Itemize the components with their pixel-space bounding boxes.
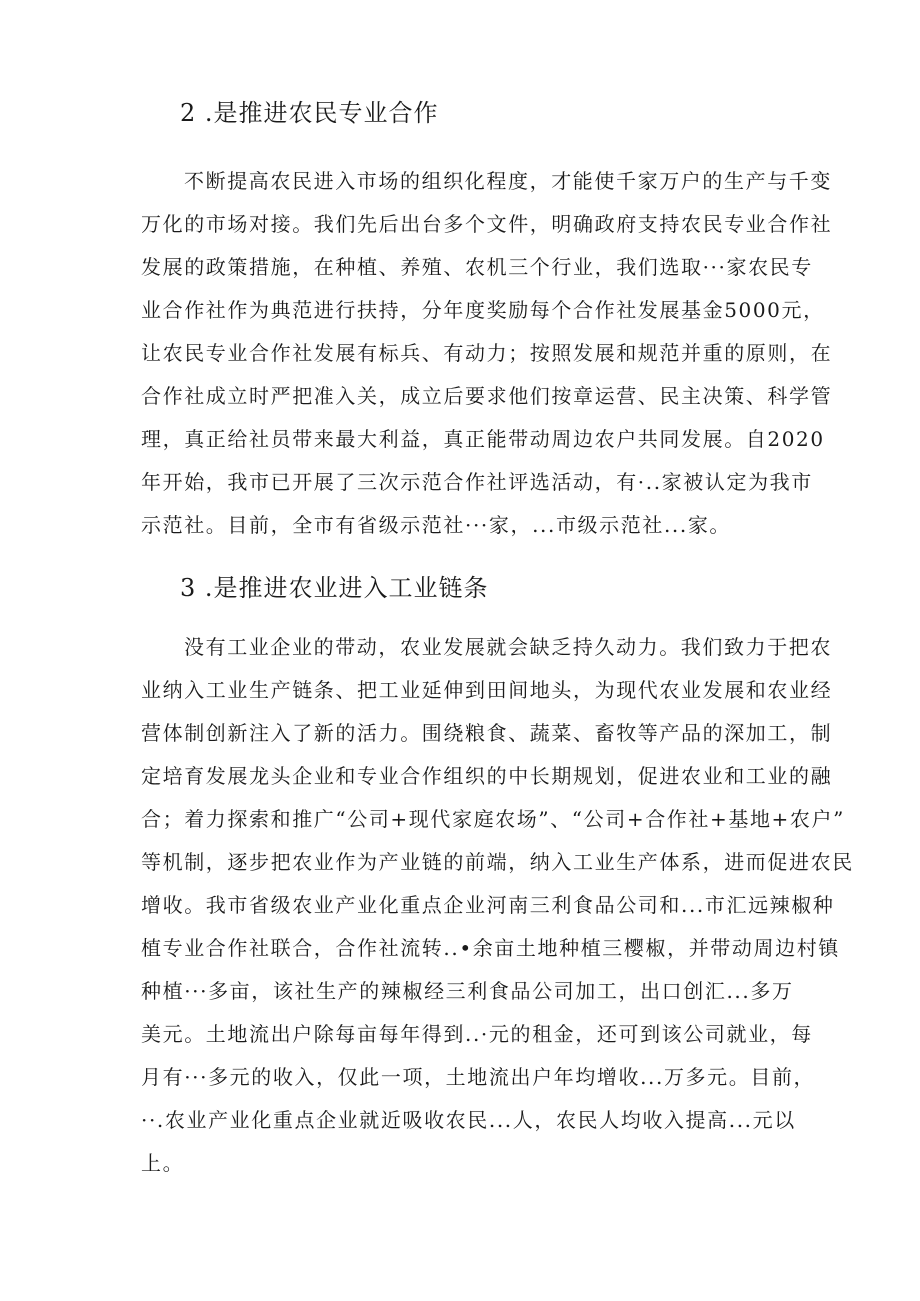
section-heading-3: 3 .是推进农业进入工业链条 <box>180 574 489 602</box>
paragraph-line: 示范社。目前，全市有省级示范社···家，...市级示范社...家。 <box>141 513 732 537</box>
paragraph-line: 让农民专业合作社发展有标兵、有动力；按照发展和规范并重的原则，在 <box>141 341 833 365</box>
paragraph-line: 上。 <box>141 1151 185 1175</box>
paragraph-line: 业合作社作为典范进行扶持，分年度奖励每个合作社发展基金5000元， <box>141 298 825 322</box>
paragraph-line: 发展的政策措施，在种植、养殖、农机三个行业，我们选取···家农民专 <box>141 255 813 279</box>
section-heading-2: 2 .是推进农民专业合作 <box>180 99 439 127</box>
paragraph-line: 没有工业企业的带动，农业发展就会缺乏持久动力。我们致力于把农 <box>184 635 832 659</box>
paragraph-line: 理，真正给社员带来最大利益，真正能带动周边农户共同发展。自2020 <box>141 427 825 451</box>
paragraph-line: 美元。土地流出户除每亩每年得到..·元的租金，还可到该公司就业，每 <box>141 1022 813 1046</box>
paragraph-line: 营体制创新注入了新的活力。围绕粮食、蔬菜、畜牧等产品的深加工，制 <box>141 721 833 745</box>
paragraph-line: 定培育发展龙头企业和专业合作组织的中长期规划，促进农业和工业的融 <box>141 764 833 788</box>
paragraph-line: 不断提高农民进入市场的组织化程度，才能使千家万户的生产与千变 <box>184 169 832 193</box>
paragraph-line: 月有···多元的收入，仅此一项，土地流出户年均增收...万多元。目前， <box>141 1065 816 1089</box>
paragraph-line: 植专业合作社联合，合作社流转..•余亩土地种植三樱椒，并带动周边村镇 <box>141 936 840 960</box>
paragraph-line: 合作社成立时严把准入关，成立后要求他们按章运营、民主决策、科学管 <box>141 384 833 408</box>
paragraph-line: 年开始，我市已开展了三次示范合作社评选活动，有·..家被认定为我市 <box>141 470 813 494</box>
paragraph-line: 等机制，逐步把农业作为产业链的前端，纳入工业生产体系，进而促进农民 <box>141 850 854 874</box>
paragraph-line: 合；着力探索和推广“公司+现代家庭农场”、“公司+合作社+基地+农户” <box>141 807 845 831</box>
paragraph-line: ··.农业产业化重点企业就近吸收农民...人，农民人均收入提高...元以 <box>141 1108 796 1132</box>
section-2-paragraph <box>141 160 833 547</box>
section-3-paragraph <box>141 626 854 1185</box>
paragraph-line: 种植···多亩，该社生产的辣椒经三利食品公司加工，出口创汇...多万 <box>141 979 794 1003</box>
paragraph-line: 万化的市场对接。我们先后出台多个文件，明确政府支持农民专业合作社 <box>141 212 833 236</box>
paragraph-line: 增收。我市省级农业产业化重点企业河南三利食品公司和...市汇远辣椒种 <box>141 893 835 917</box>
paragraph-line: 业纳入工业生产链条、把工业延伸到田间地头，为现代农业发展和农业经 <box>141 678 833 702</box>
